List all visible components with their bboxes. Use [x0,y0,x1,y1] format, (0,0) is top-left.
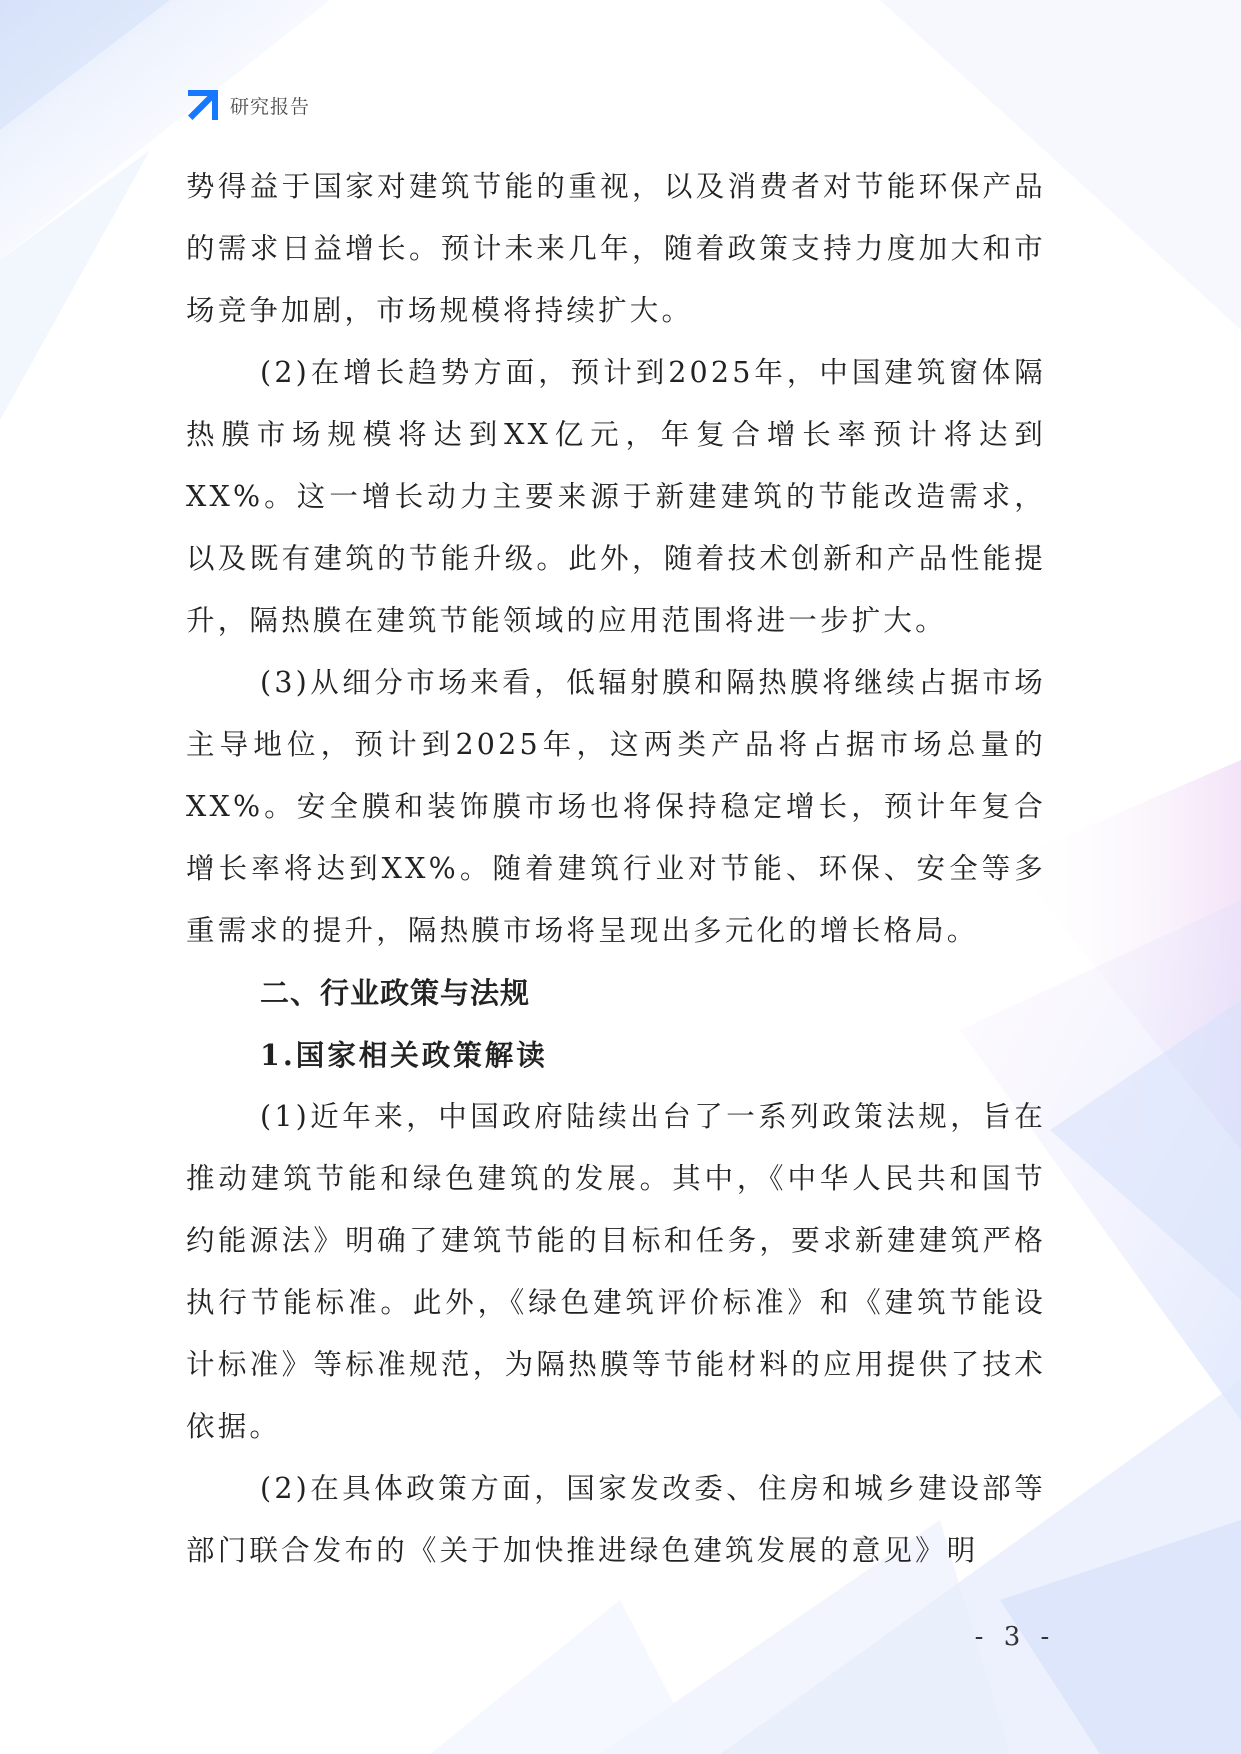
document-body [186,156,1046,1582]
subsection-heading: 1.国家相关政策解读 [260,1038,548,1072]
section-heading: 二、行业政策与法规 [260,976,531,1010]
paragraph-specific-policies: (2)在具体政策方面，国家发改委、住房和城乡建设部等部门联合发布的《关于加快推进绿色建筑发展的意见》明 [186,1472,1046,1567]
page-number: - 3 - [974,1622,1056,1652]
paragraph-market-growth-continued: 势得益于国家对建筑节能的重视，以及消费者对节能环保产品的需求日益增长。预计未来几年，随着政策支持力度加大和市场竞争加剧，市场规模将持续扩大。 [186,170,1046,327]
paragraph-policy-overview: (1)近年来，中国政府陆续出台了一系列政策法规，旨在推动建筑节能和绿色建筑的发展。其中，《中华人民共和国节约能源法》明确了建筑节能的目标和任务，要求新建建筑严格执行节能标准。此外，《绿色建筑评价标准》和《建筑节能设计标准》等标准规范，为隔热膜等节能材料的应用提供了技术依据。 [186,1100,1046,1443]
arrow-up-right-icon [186,88,220,122]
report-header [186,88,310,122]
paragraph-market-segments: (3)从细分市场来看，低辐射膜和隔热膜将继续占据市场主导地位，预计到2025年，这两类产品将占据市场总量的XX%。安全膜和装饰膜市场也将保持稳定增长，预计年复合增长率将达到XX%。随着建筑行业对节能、环保、安全等多重需求的提升，隔热膜市场将呈现出多元化的增长格局。 [186,666,1046,947]
paragraph-growth-trend: (2)在增长趋势方面，预计到2025年，中国建筑窗体隔热膜市场规模将达到XX亿元，年复合增长率预计将达到XX%。这一增长动力主要来源于新建建筑的节能改造需求，以及既有建筑的节能升级。此外，随着技术创新和产品性能提升，隔热膜在建筑节能领域的应用范围将进一步扩大。 [186,356,1046,637]
header-title: 研究报告 [230,95,311,118]
